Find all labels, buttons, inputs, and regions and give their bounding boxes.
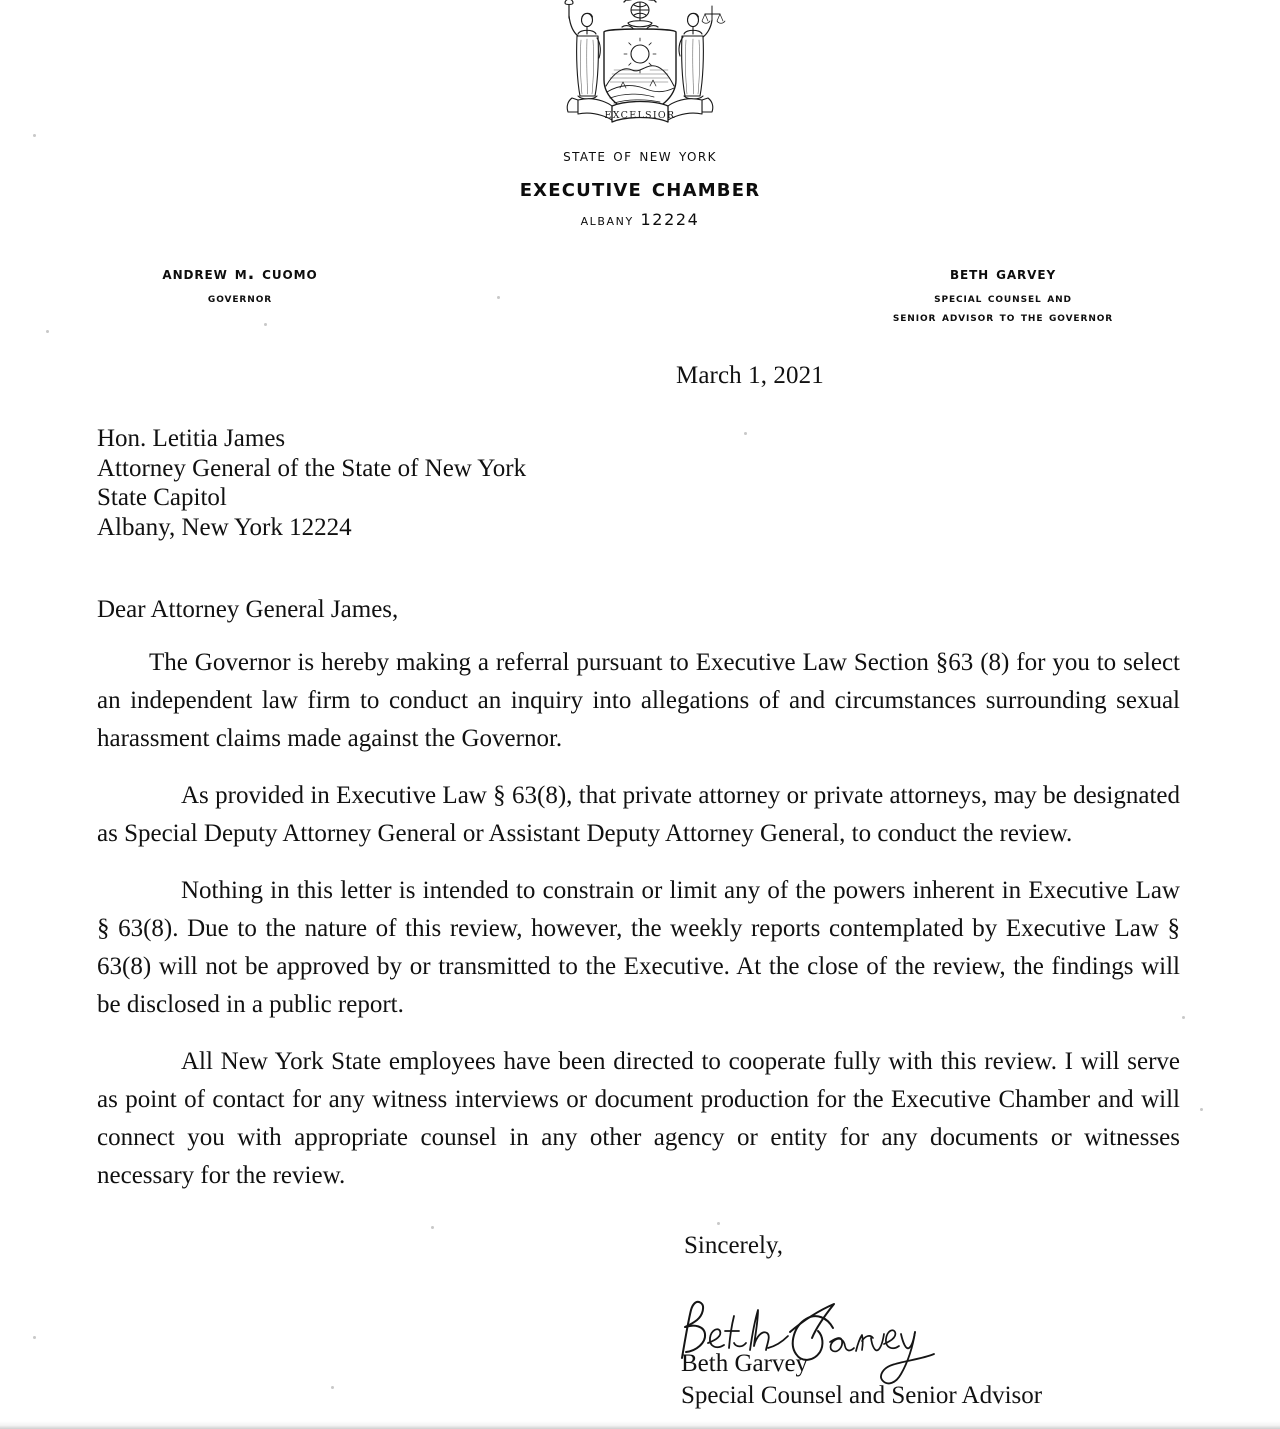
scan-speckle <box>33 134 36 137</box>
recipient-line-4: Albany, New York 12224 <box>97 513 352 541</box>
counsel-title-line-1: special counsel and <box>934 290 1072 306</box>
governor-name: andrew m. cuomo <box>162 264 318 284</box>
state-seal <box>0 0 1280 134</box>
closing-salutation: Sincerely, <box>684 1232 784 1259</box>
scan-speckle <box>33 1336 36 1339</box>
letterhead-city-zip-line: albany 12224 <box>580 210 700 229</box>
letterhead-officers <box>60 264 1218 325</box>
governor-title: governor <box>207 290 273 306</box>
letterhead-center <box>0 146 1280 229</box>
recipient-line-1: Hon. Letitia James <box>97 425 286 452</box>
scan-speckle <box>717 1222 720 1225</box>
scan-bottom-edge <box>0 1421 1280 1429</box>
recipient-line-3: State Capitol <box>97 484 227 512</box>
body-paragraph-4: All New York State employees have been directed to cooperate fully with this review. I will serve as point of contact for any witness interviews or document production for the Executive Chamber and will connect you with appropriate counsel in any other agency or entity for any documents or witnesses necessary for the review. <box>97 1048 1180 1189</box>
signer-title: Special Counsel and Senior Advisor <box>681 1382 1043 1409</box>
scan-speckle <box>1182 1016 1185 1019</box>
scan-speckle <box>46 330 49 333</box>
letter-body <box>97 644 1180 1195</box>
scan-speckle <box>331 1386 334 1389</box>
counsel-name: beth garvey <box>949 264 1057 284</box>
scan-speckle <box>744 432 747 435</box>
counsel-title-line-2: senior advisor to the governor <box>892 309 1114 325</box>
body-paragraph-2: As provided in Executive Law § 63(8), that private attorney or private attorneys, may be designated as Special Deputy Attorney General or Assistant Deputy Attorney General, to conduct the review. <box>97 782 1180 847</box>
scan-speckle <box>1200 1108 1203 1111</box>
signer-name: Beth Garvey <box>681 1350 809 1377</box>
letterhead-state-line: state of new york <box>563 146 717 166</box>
recipient-address-block <box>97 424 526 542</box>
signature-block <box>681 1348 1042 1412</box>
letter-date: March 1, 2021 <box>676 362 824 389</box>
body-paragraph-3: Nothing in this letter is intended to constrain or limit any of the powers inherent in Executive Law § 63(8). Due to the nature of this review, however, the weekly reports contemplated by Executive Law § 63(8) will not be approved by or transmitted to the Executive. At the close of the review, the findings will be disclosed in a public report. <box>97 877 1180 1018</box>
salutation: Dear Attorney General James, <box>97 596 399 623</box>
scan-speckle <box>431 1226 434 1229</box>
body-paragraph-1: The Governor is hereby making a referral pursuant to Executive Law Section §63 (8) for you to select an independent law firm to conduct an inquiry into allegations of and circumstances surrounding sexual harassment claims made against the Governor. <box>97 649 1180 752</box>
recipient-line-2: Attorney General of the State of New York <box>97 454 527 482</box>
officer-counsel-block <box>788 264 1218 325</box>
letterhead-chamber-line: executive chamber <box>519 173 761 202</box>
officer-governor-block <box>60 264 420 306</box>
seal-motto-text: EXCELSIOR <box>604 110 676 121</box>
